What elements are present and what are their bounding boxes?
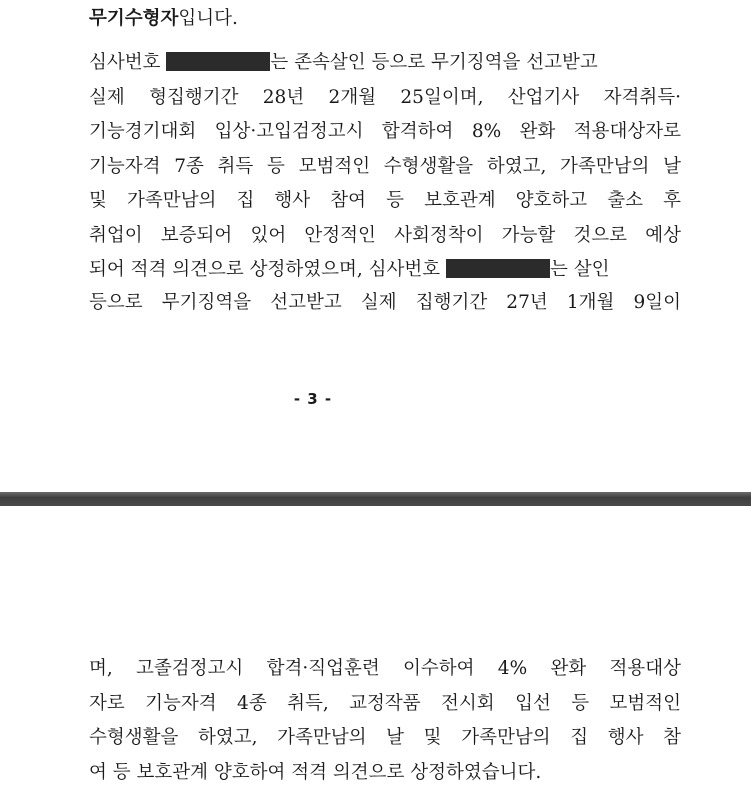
text-span: 심사번호: [89, 52, 161, 73]
text-line: 등으로 무기징역을 선고받고 실제 집행기간 27년 1개월 9일이: [89, 292, 681, 313]
text-line: 여 등 보호관계 양호하여 적격 의견으로 상정하였습니다.: [89, 762, 542, 783]
redaction-block: [166, 52, 270, 71]
text-span: 는 존속살인 등으로 무기징역을 선고받고: [270, 52, 598, 73]
text-line: [89, 52, 681, 74]
text-span: 되어 적격 의견으로 상정하였으며, 심사번호: [89, 259, 441, 280]
bold-term: 무기수형자: [89, 8, 179, 29]
text-line: 며, 고졸검정고시 합격·직업훈련 이수하여 4% 완화 적용대상: [89, 658, 681, 679]
text-line: 실제 형집행기간 28년 2개월 25일이며, 산업기사 자격취득·: [89, 87, 681, 108]
text-line: 기능경기대회 입상·고입검정고시 합격하여 8% 완화 적용대상자로: [89, 121, 681, 142]
text-span: 입니다.: [178, 8, 238, 29]
text-line: 및 가족만남의 집 행사 참여 등 보호관계 양호하고 출소 후: [89, 190, 681, 211]
page-separator: [0, 492, 751, 506]
document-page-4: [0, 506, 751, 793]
text-line: 기능자격 7종 취득 등 모범적인 수형생활을 하였고, 가족만남의 날: [89, 156, 681, 177]
text-span: 는 살인: [549, 259, 610, 280]
page-number: - 3 -: [293, 390, 333, 408]
text-line: [89, 8, 681, 30]
text-line: [89, 259, 681, 281]
redaction-block: [446, 259, 550, 278]
text-line: 수형생활을 하였고, 가족만남의 날 및 가족만남의 집 행사 참: [89, 727, 681, 748]
text-line: 자로 기능자격 4종 취득, 교정작품 전시회 입선 등 모범적인: [89, 693, 681, 714]
text-line: 취업이 보증되어 있어 안정적인 사회정착이 가능할 것으로 예상: [89, 225, 681, 246]
